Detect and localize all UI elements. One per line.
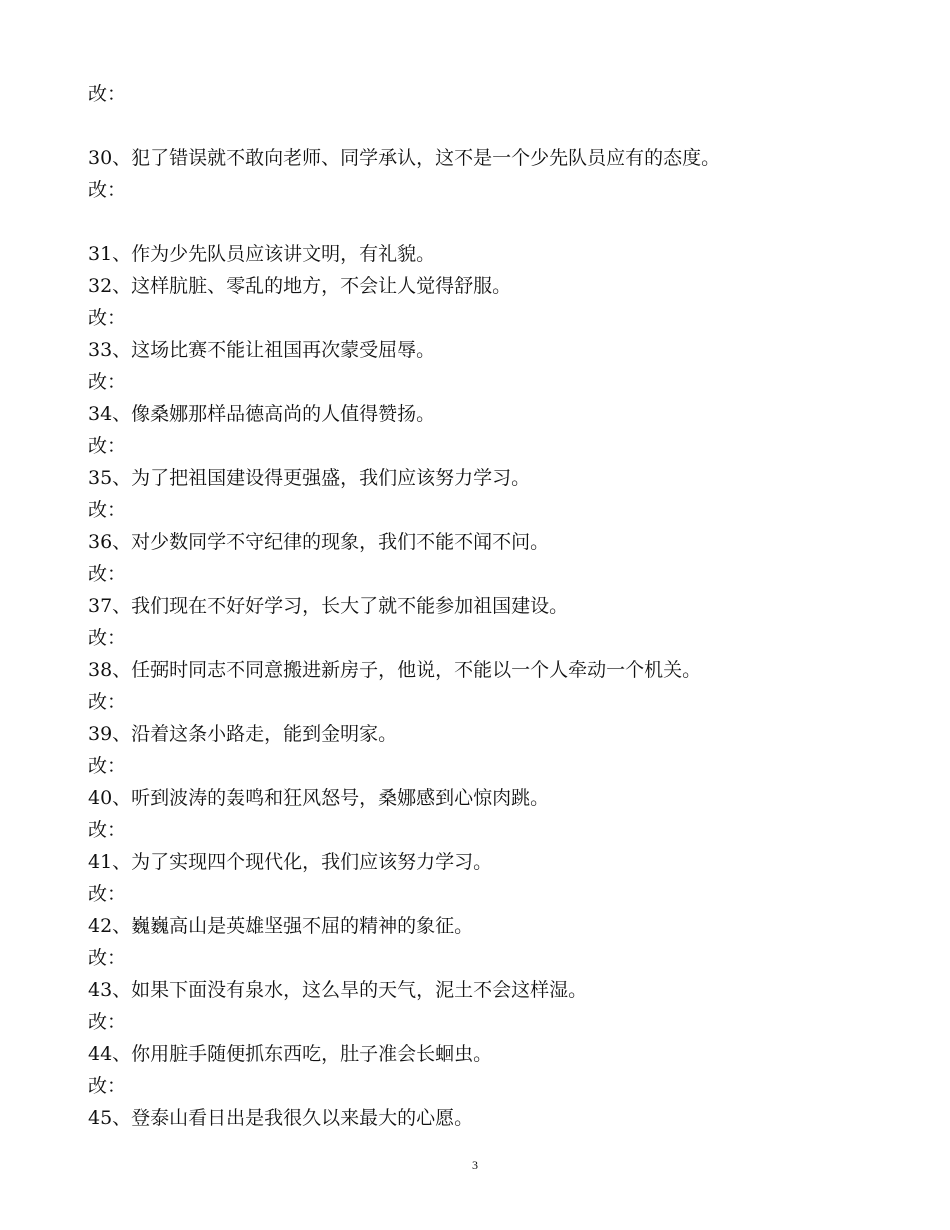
exercise-item-39: 39、沿着这条小路走，能到金明家。: [88, 723, 398, 745]
rewrite-label: 改：: [88, 1075, 127, 1097]
rewrite-label: 改：: [88, 1011, 127, 1033]
exercise-item-31: 31、作为少先队员应该讲文明，有礼貌。: [88, 243, 436, 265]
rewrite-label: 改：: [88, 371, 127, 393]
rewrite-label: 改：: [88, 755, 127, 777]
exercise-item-41: 41、为了实现四个现代化，我们应该努力学习。: [88, 851, 493, 873]
exercise-item-35: 35、为了把祖国建设得更强盛，我们应该努力学习。: [88, 467, 531, 489]
exercise-list: [88, 78, 888, 1134]
blank-line: [88, 206, 888, 238]
exercise-item-37: 37、我们现在不好好学习，长大了就不能参加祖国建设。: [88, 595, 569, 617]
exercise-item-42: 42、巍巍高山是英雄坚强不屈的精神的象征。: [88, 915, 474, 937]
exercise-item-43: 43、如果下面没有泉水，这么旱的天气，泥土不会这样湿。: [88, 979, 588, 1001]
rewrite-label: 改：: [88, 83, 127, 105]
exercise-item-33: 33、这场比赛不能让祖国再次蒙受屈辱。: [88, 339, 436, 361]
rewrite-label: 改：: [88, 691, 127, 713]
page-number: 3: [472, 1158, 478, 1172]
exercise-item-44: 44、你用脏手随便抓东西吃，肚子准会长蛔虫。: [88, 1043, 493, 1065]
exercise-item-30: 30、犯了错误就不敢向老师、同学承认，这不是一个少先队员应有的态度。: [88, 147, 721, 169]
rewrite-label: 改：: [88, 563, 127, 585]
rewrite-label: 改：: [88, 883, 127, 905]
rewrite-label: 改：: [88, 627, 127, 649]
exercise-item-38: 38、任弼时同志不同意搬进新房子，他说，不能以一个人牵动一个机关。: [88, 659, 702, 681]
rewrite-label: 改：: [88, 179, 127, 201]
rewrite-label: 改：: [88, 499, 127, 521]
exercise-item-40: 40、听到波涛的轰鸣和狂风怒号，桑娜感到心惊肉跳。: [88, 787, 550, 809]
exercise-item-45: 45、登泰山看日出是我很久以来最大的心愿。: [88, 1107, 474, 1129]
rewrite-label: 改：: [88, 947, 127, 969]
exercise-item-34: 34、像桑娜那样品德高尚的人值得赞扬。: [88, 403, 436, 425]
blank-line: [88, 110, 888, 142]
rewrite-label: 改：: [88, 435, 127, 457]
rewrite-label: 改：: [88, 819, 127, 841]
exercise-item-36: 36、对少数同学不守纪律的现象，我们不能不闻不问。: [88, 531, 550, 553]
exercise-item-32: 32、这样肮脏、零乱的地方，不会让人觉得舒服。: [88, 275, 512, 297]
rewrite-label: 改：: [88, 307, 127, 329]
